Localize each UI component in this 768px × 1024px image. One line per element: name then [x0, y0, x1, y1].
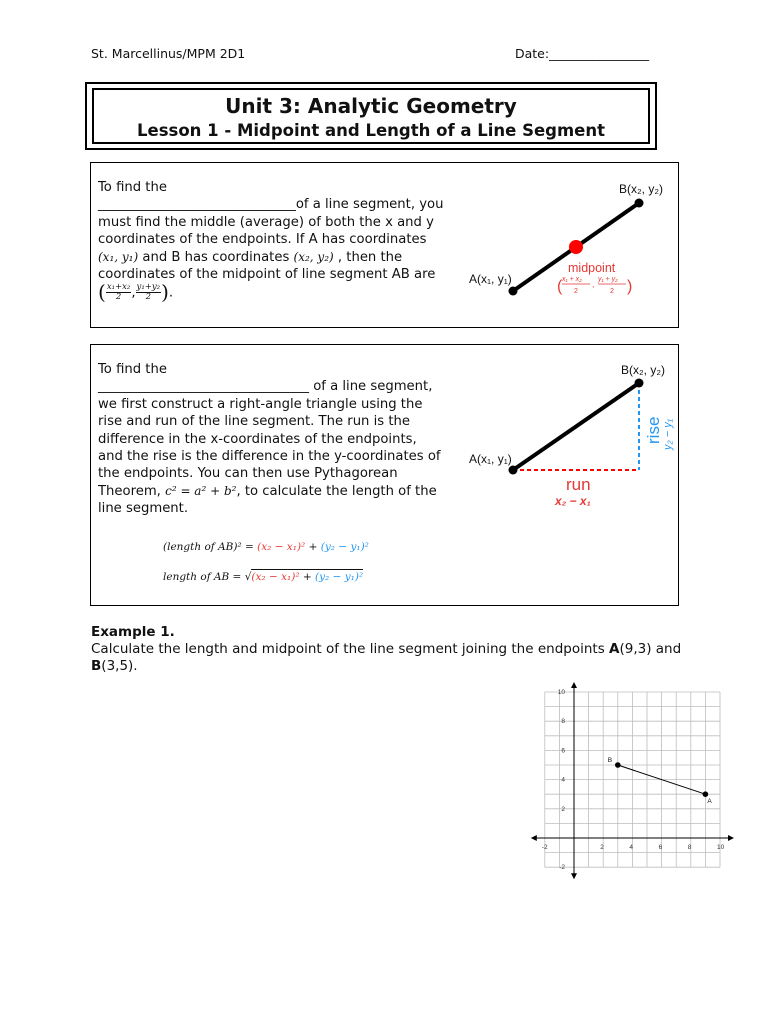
example-text: Calculate the length and midpoint of the line segment joining the endpoints A(9,3) and B(3,5).	[91, 641, 682, 674]
svg-text:,: ,	[592, 280, 595, 289]
eq1-x-term: (x₂ − x₁)²	[257, 541, 306, 553]
y-tick-label: 4	[561, 776, 565, 784]
point-b	[635, 199, 644, 208]
mid-formula-y: y₁ + y₂	[598, 276, 618, 283]
course-header: St. Marcellinus/MPM 2D1	[91, 46, 246, 61]
midpoint-section	[90, 162, 679, 328]
label-rise-formula: y₂ − y₁	[662, 418, 674, 450]
length-equation: length of AB = √(x₂ − x₁)² + (y₂ − y₁)²	[163, 571, 364, 583]
length-text-b: ________________________________ of a line segment, we first construct a right-angle triangle using the rise and run of the line segment. The run is the difference in the x-coordinates of the endpoints, and the rise is the difference in the y-coordinates of the endpoints. You can then use Pythagorean Theorem,	[98, 379, 441, 499]
x-tick-label: -2	[541, 844, 548, 851]
y-tick-label: 2	[561, 805, 565, 813]
date-field: Date:________________	[515, 46, 650, 61]
label-run-formula: x₂ − x₁	[555, 494, 591, 508]
paren-right: )	[627, 278, 633, 295]
y-arrow-down	[571, 873, 577, 879]
mid-formula-den-x: 2	[574, 288, 578, 295]
mid-formula-x: x₁ + x₂	[562, 276, 582, 283]
point-a-label: A	[707, 798, 712, 806]
eq1-y-term: (y₂ − y₁)²	[320, 541, 369, 553]
label-a: A(x₁, y₁)	[469, 452, 512, 466]
y-tick-label: -2	[559, 864, 565, 872]
y-arrow-up	[571, 682, 577, 688]
midpoint-dot	[569, 240, 583, 254]
eq2-y-term: (y₂ − y₁)²	[315, 571, 364, 583]
segment-ab	[513, 383, 639, 470]
midpoint-frac-x: $\frac{\text{x₁+x₂}}{2}$	[106, 282, 131, 303]
x-tick-label: 8	[687, 844, 692, 851]
x-arrow-left	[531, 835, 537, 841]
title-box	[85, 82, 657, 150]
label-b: B(x₂, y₂)	[621, 363, 665, 377]
x-arrow-right	[728, 835, 734, 841]
midpoint-text-b: ______________________________of a line segment, you must find the middle (average) of both the x and y coordinates of the endpoints. If A has coordinates	[98, 197, 444, 248]
label-a: A(x₁, y₁)	[469, 272, 512, 286]
label-b: B(x₂, y₂)	[619, 182, 663, 196]
midpoint-paragraph: To find the ______________________________of a line segment, you must find the middle (average) of both the x and y coordinates of the endpoints. If A has coordinates (x₁, y₁) and B has coordinates (x₂, y₂) , then the coordinates of the midpoint of line segment AB are ( $\frac{\text{x₁+x₂}}{2}$ , $\frac{\text{y₁+y₂}}{2}$ ).	[98, 180, 444, 305]
point-a	[509, 287, 518, 296]
length-text-c: , to calculate the length of the line segment.	[98, 483, 437, 517]
unit-title: Unit 3: Analytic Geometry	[225, 94, 517, 118]
coordinate-grid	[525, 682, 735, 882]
label-run: run	[566, 475, 591, 494]
y-tick-label: 6	[561, 747, 565, 755]
midpoint-diagram	[461, 171, 691, 321]
y-tick-label: 10	[557, 689, 565, 696]
mid-formula-den-y: 2	[610, 288, 614, 295]
y-tick-label: 8	[561, 718, 565, 726]
midpoint-frac-y: $\frac{\text{y₁+y₂}}{2}$	[136, 282, 161, 303]
length-section	[90, 344, 679, 606]
label-rise: rise	[644, 416, 663, 444]
point-b	[615, 762, 621, 768]
coord-b: (x₂, y₂)	[293, 249, 334, 264]
point-a	[509, 466, 518, 475]
length-diagram	[461, 359, 701, 509]
pythag-formula: c² = a² + b²	[165, 483, 237, 498]
x-tick-label: 2	[600, 844, 604, 851]
point-b	[635, 379, 644, 388]
midpoint-text-c: and B has coordinates	[142, 249, 290, 265]
length-paragraph	[98, 361, 444, 518]
title-inner-box	[92, 88, 650, 144]
length-text-a: To find the	[98, 362, 167, 377]
lesson-title: Lesson 1 - Midpoint and Length of a Line Segment	[136, 121, 606, 140]
x-tick-label: 6	[658, 844, 663, 851]
example-title: Example 1.	[91, 624, 175, 640]
midpoint-text-d: , then the coordinates of the midpoint of line segment AB are	[98, 249, 436, 283]
point-a	[703, 791, 709, 797]
sqrt-radicand: (x₂ − x₁)² + (y₂ − y₁)²	[251, 571, 364, 583]
coord-a: (x₁, y₁)	[98, 249, 139, 264]
point-b-label: B	[607, 757, 613, 764]
paren-left: (	[557, 278, 563, 295]
eq2-x-term: (x₂ − x₁)²	[251, 571, 300, 583]
label-midpoint: midpoint	[568, 261, 616, 275]
midpoint-text-a: To find the	[98, 180, 167, 195]
x-tick-label: 4	[629, 844, 634, 851]
length-squared-equation: (length of AB)² = (x₂ − x₁)² + (y₂ − y₁)²	[163, 541, 369, 553]
x-tick-label: 10	[717, 844, 725, 851]
